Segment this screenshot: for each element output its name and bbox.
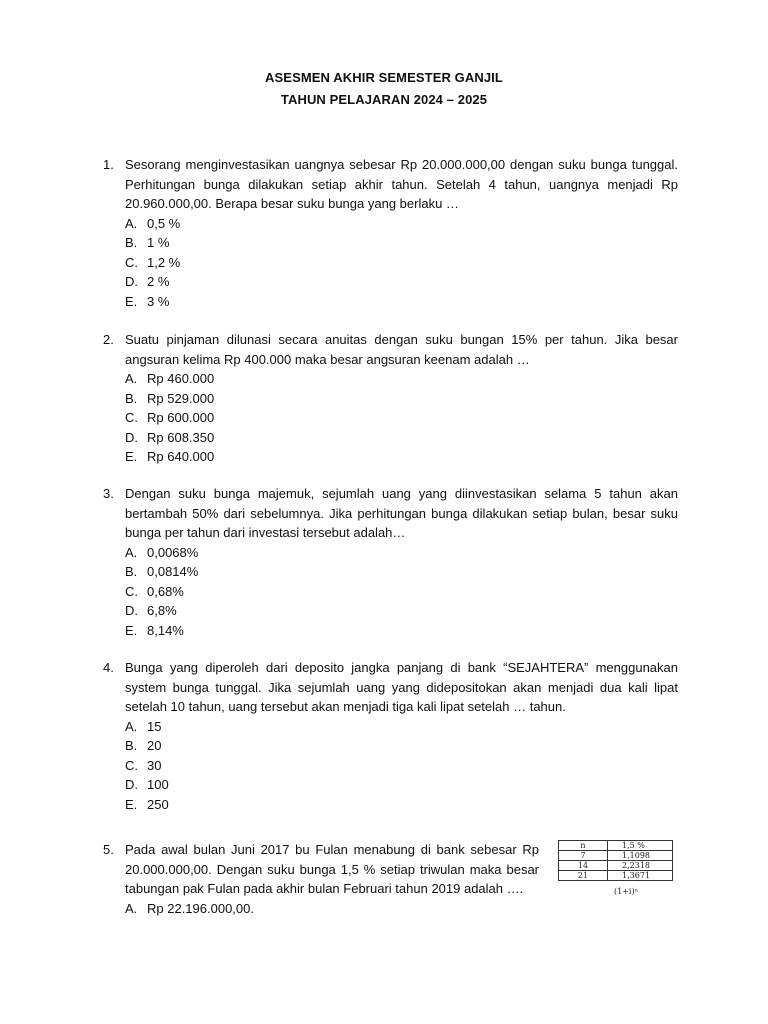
option-d: D. Rp 608.350 [125, 429, 215, 445]
table-cell: 1,1098 [608, 851, 673, 861]
question-text: Suatu pinjaman dilunasi secara anuitas dengan suku bungan 15% per tahun. Jika besar angsuran kelima Rp 400.000 maka besar angsuran keenam adalah … [125, 332, 678, 367]
option-c: C. 0,68% [125, 583, 184, 599]
option-c: C. 30 [125, 757, 162, 773]
question-text: Pada awal bulan Juni 2017 bu Fulan menabung di bank sebesar Rp 20.000.000,00. Dengan suku bunga 1,5 % setiap triwulan maka besar tabungan pak Fulan pada akhir bulan Februari tahun 2019 adalah …. [125, 842, 539, 896]
question-3 [103, 484, 678, 640]
question-number: 5. [103, 842, 114, 857]
option-b: B. 0,0814% [125, 564, 199, 579]
option-e: E. 250 [125, 796, 169, 812]
exam-title: ASESMEN AKHIR SEMESTER GANJIL [265, 70, 503, 85]
question-text: Sesorang menginvestasikan uangnya sebesar Rp 20.000.000,00 dengan suku bunga tunggal. Perhitungan bunga dilakukan setiap akhir tahun. Setelah 4 tahun, uangnya menjadi Rp 20.960.000,00. Berapa besar suku bunga yang berlaku … [125, 157, 678, 211]
table-cell: 2,2318 [608, 861, 673, 871]
question-number: 3. [103, 486, 114, 501]
question-number: 1. [103, 157, 114, 172]
option-c: C. Rp 600.000 [125, 410, 215, 425]
table-header-row [559, 841, 673, 851]
option-d: D. 6,8% [125, 603, 177, 618]
option-a: A. 0,0068% [125, 544, 199, 560]
question-4 [103, 658, 678, 814]
table-cell: 1,3671 [608, 871, 673, 881]
option-e: E. 3 % [125, 293, 170, 309]
table-header-cell: 1,5 % [608, 841, 673, 851]
table-cell: 14 [559, 861, 608, 871]
option-a: A. 0,5 % [125, 215, 181, 231]
option-a: A. 15 [125, 718, 162, 734]
table-cell: 21 [559, 871, 608, 881]
option-e: E. 8,14% [125, 622, 184, 638]
question-number: 4. [103, 660, 114, 675]
table-row [559, 861, 673, 871]
option-d: D. 2 % [125, 274, 170, 289]
option-a: A. Rp 460.000 [125, 371, 215, 386]
question-2 [103, 330, 678, 467]
option-d: D. 100 [125, 777, 169, 792]
compound-factor-table [558, 840, 673, 881]
table-row [559, 851, 673, 861]
question-text: Dengan suku bunga majemuk, sejumlah uang yang diinvestasikan selama 5 tahun akan bertambah 50% dari sebelumnya. Jika perhitungan bunga dilakukan setiap bulan, besar suku bunga per tahun dari investasi tersebut adalah… [125, 486, 678, 540]
table-cell: 7 [559, 851, 608, 861]
option-c: C. 1,2 % [125, 254, 181, 270]
table-header-cell: n [559, 841, 608, 851]
option-b: B. Rp 529.000 [125, 390, 215, 406]
question-1 [103, 155, 678, 311]
question-number: 2. [103, 332, 114, 347]
option-e: E. Rp 640.000 [125, 449, 215, 464]
option-b: B. 20 [125, 738, 162, 753]
question-text: Bunga yang diperoleh dari deposito jangka panjang di bank “SEJAHTERA” menggunakan system bunga tunggal. Jika sejumlah uang yang didepositokan akan menjadi dua kali lipat setelah 10 tahun, uang tersebut akan menjadi tiga kali lipat setelah … tahun. [125, 660, 678, 714]
question-5 [103, 840, 539, 918]
table-row [559, 871, 673, 881]
option-b: B. 1 % [125, 235, 170, 250]
option-a: A. Rp 22.196.000,00. [125, 900, 254, 916]
exam-year: TAHUN PELAJARAN 2024 – 2025 [280, 92, 488, 107]
table-caption: (1+i)ⁿ [614, 887, 639, 896]
